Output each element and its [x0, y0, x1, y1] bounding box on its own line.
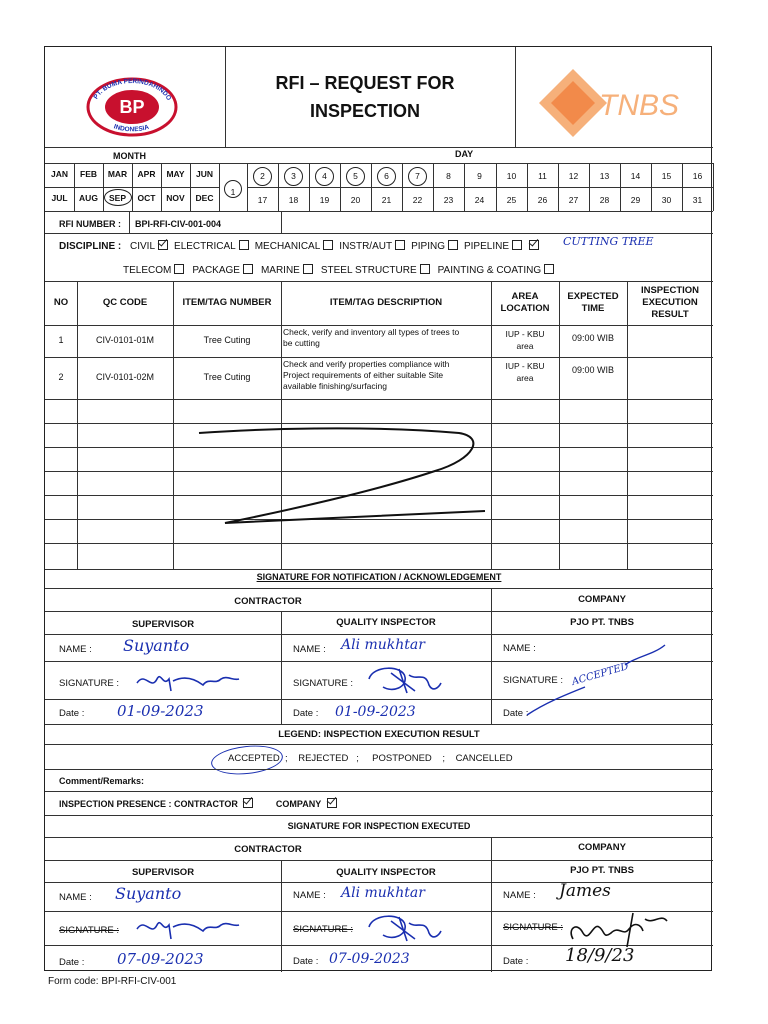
legend-postponed: POSTPONED — [372, 753, 432, 764]
day-circle — [284, 167, 303, 186]
accepted-stamp: ACCEPTED — [570, 661, 630, 688]
exec-pjo-signature — [563, 909, 673, 949]
discipline-label: DISCIPLINE : — [59, 241, 122, 252]
day-cell[interactable]: 18 — [288, 195, 299, 205]
exec-sup-sig-label: SIGNATURE : — [59, 925, 119, 936]
month-cell[interactable]: APR — [137, 169, 156, 179]
notification-qi: QUALITY INSPECTOR — [336, 617, 436, 628]
row-tag: Tree Cuting — [203, 372, 251, 382]
day-cell[interactable]: 27 — [568, 195, 579, 205]
month-cell[interactable]: OCT — [137, 193, 156, 203]
day-cell[interactable]: 19 — [319, 195, 330, 205]
day-cell[interactable]: 26 — [537, 195, 548, 205]
header-inspection-result: INSPECTION EXECUTION RESULT — [640, 285, 700, 320]
exec-pjo-sig-label: SIGNATURE : — [503, 922, 563, 933]
legend-rejected: REJECTED — [298, 753, 349, 764]
day-circle — [253, 167, 272, 186]
executed-company: COMPANY — [578, 842, 626, 853]
day-circle — [408, 167, 427, 186]
exec-pjo-name: James — [559, 881, 611, 901]
day-cell[interactable]: 28 — [599, 195, 610, 205]
day-cell[interactable]: 21 — [381, 195, 392, 205]
table-col — [627, 281, 628, 569]
rfi-number-label: RFI NUMBER : — [59, 219, 121, 229]
discipline-checkbox[interactable] — [395, 240, 405, 250]
notification-title: SIGNATURE FOR NOTIFICATION / ACKNOWLEDGEMENT — [256, 572, 502, 582]
month-divider — [132, 163, 133, 211]
notif-sup-date-label: Date : — [59, 708, 85, 719]
comment-label: Comment/Remarks: — [59, 776, 145, 786]
header-expected-time: EXPECTED TIME — [567, 291, 619, 314]
header-no: NO — [53, 297, 69, 308]
discipline-option — [192, 265, 253, 276]
notif-qi-name: Ali mukhtar — [341, 637, 425, 653]
month-cell[interactable]: MAY — [166, 169, 185, 179]
day-cell[interactable]: 23 — [443, 195, 454, 205]
day-circle — [315, 167, 334, 186]
day-cell[interactable]: 1 — [230, 187, 236, 197]
discipline-checkbox[interactable] — [243, 264, 253, 274]
day-divider — [713, 163, 714, 211]
day-cell[interactable]: 6 — [384, 171, 389, 181]
row-area: area — [516, 341, 534, 351]
exec-pjo-date-label: Date : — [503, 956, 529, 967]
header-qc-code: QC CODE — [102, 297, 148, 308]
discipline-option — [464, 241, 522, 252]
executed-title: SIGNATURE FOR INSPECTION EXECUTED — [287, 821, 471, 831]
exec-qi-date-label: Date : — [293, 956, 319, 967]
legend-title: LEGEND: INSPECTION EXECUTION RESULT — [278, 729, 480, 740]
row-description: be cutting — [283, 338, 320, 348]
discipline-option — [130, 241, 168, 252]
row-no: 1 — [58, 335, 64, 345]
table-line — [45, 357, 713, 358]
month-cell[interactable]: JUL — [51, 193, 68, 203]
day-cell[interactable]: 11 — [538, 171, 547, 181]
table-line — [45, 325, 713, 326]
day-cell[interactable]: 8 — [446, 171, 451, 181]
discipline-row2 — [123, 264, 554, 276]
form-code: Form code: BPI-RFI-CIV-001 — [48, 976, 177, 987]
presence-contractor-checkbox[interactable] — [243, 798, 253, 808]
exec-sup-date-label: Date : — [59, 957, 85, 968]
notification-contractor: CONTRACTOR — [234, 596, 302, 607]
legend-sep-3: ; — [442, 753, 445, 764]
row-time: 09:00 WIB — [571, 333, 615, 343]
table-line — [45, 543, 713, 544]
month-divider — [103, 163, 104, 211]
row-no: 2 — [58, 372, 64, 382]
notif-qi-date-label: Date : — [293, 708, 319, 719]
month-cell[interactable]: DEC — [195, 193, 214, 203]
discipline-option-label: PACKAGE — [192, 265, 240, 276]
month-cell[interactable]: FEB — [80, 169, 97, 179]
presence-company-label: COMPANY — [275, 799, 322, 809]
row-qc-code: CIV-0101-01M — [95, 335, 155, 345]
executed-contractor: CONTRACTOR — [234, 844, 302, 855]
table-line — [45, 399, 713, 400]
day-cell[interactable]: 3 — [291, 171, 296, 181]
selected-month-circle — [104, 189, 132, 206]
row-time: 09:00 WIB — [571, 365, 615, 375]
month-cell[interactable]: JAN — [50, 169, 68, 179]
day-cell[interactable]: 22 — [412, 195, 423, 205]
day-cell[interactable]: 14 — [630, 171, 641, 181]
discipline-option-label: PAINTING & COATING — [437, 265, 542, 276]
buma-logo — [85, 77, 180, 137]
notif-pjo-signature-stroke — [525, 641, 675, 717]
row-area: IUP - KBU — [505, 361, 545, 371]
tnbs-logo — [533, 67, 693, 139]
notification-supervisor: SUPERVISOR — [131, 619, 195, 630]
legend-accepted: ACCEPTED — [228, 753, 280, 764]
month-divider — [74, 163, 75, 211]
table-col — [173, 281, 174, 569]
presence-company-checkbox[interactable] — [327, 798, 337, 808]
notification-company: COMPANY — [578, 594, 626, 605]
day-cell[interactable]: 13 — [599, 171, 610, 181]
day-cell[interactable]: 4 — [322, 171, 327, 181]
discipline-checkbox[interactable] — [239, 240, 249, 250]
cancel-z-stroke — [195, 419, 495, 529]
table-line — [45, 569, 713, 570]
discipline-checkbox[interactable] — [174, 264, 184, 274]
day-circle — [224, 180, 242, 198]
discipline-option-label: CIVIL — [130, 241, 156, 252]
discipline-option-label: STEEL STRUCTURE — [320, 265, 417, 276]
row-description: available finishing/surfacing — [283, 381, 387, 391]
discipline-checkbox[interactable] — [420, 264, 430, 274]
svg-text:PT. BUMA PERINDAHINDO: PT. BUMA PERINDAHINDO — [92, 77, 173, 102]
notif-sup-signature — [133, 661, 243, 697]
day-cell[interactable]: 7 — [415, 171, 420, 181]
day-cell[interactable]: 30 — [661, 195, 672, 205]
discipline-option — [261, 265, 313, 276]
svg-text:BP: BP — [119, 97, 145, 117]
discipline-checkbox[interactable] — [323, 240, 333, 250]
discipline-option-label: MECHANICAL — [254, 241, 321, 252]
discipline-option — [174, 241, 249, 252]
row-area: area — [516, 373, 534, 383]
form-title-line1: RFI – REQUEST FOR — [275, 73, 455, 93]
row-description: Project requirements of either suitable Site — [283, 370, 444, 380]
day-cell[interactable]: 15 — [661, 171, 672, 181]
discipline-option-label: INSTR/AUT — [339, 241, 393, 252]
notif-qi-sig-label: SIGNATURE : — [293, 678, 353, 689]
month-divider — [190, 163, 191, 211]
day-cell[interactable]: 16 — [692, 171, 703, 181]
executed-pjo: PJO PT. TNBS — [570, 865, 634, 876]
executed-supervisor: SUPERVISOR — [131, 867, 195, 878]
svg-text:INDONESIA: INDONESIA — [112, 123, 150, 134]
day-circle — [346, 167, 365, 186]
day-cell[interactable]: 17 — [257, 195, 268, 205]
exec-qi-name-label: NAME : — [293, 890, 326, 901]
row-description: Check and verify properties compliance with — [283, 359, 450, 369]
day-circle — [377, 167, 396, 186]
discipline-option-label: PIPELINE — [463, 241, 510, 252]
presence-row — [59, 798, 337, 809]
discipline-checkbox[interactable] — [158, 240, 168, 250]
other-checkbox[interactable] — [529, 240, 539, 250]
row-tag: Tree Cuting — [203, 335, 251, 345]
month-cell[interactable]: NOV — [166, 193, 185, 203]
row-description: Check, verify and inventory all types of trees to — [283, 327, 460, 337]
day-cell[interactable]: 31 — [692, 195, 703, 205]
notif-qi-name-label: NAME : — [293, 644, 326, 655]
exec-sup-date: 07-09-2023 — [117, 950, 204, 968]
table-col — [77, 281, 78, 569]
discipline-checkbox[interactable] — [544, 264, 554, 274]
day-cell[interactable]: 5 — [353, 171, 358, 181]
discipline-option-label: ELECTRICAL — [174, 241, 236, 252]
notif-sup-date: 01-09-2023 — [117, 702, 204, 720]
day-cell[interactable]: 12 — [568, 171, 579, 181]
exec-qi-sig-label: SIGNATURE : — [293, 924, 353, 935]
other-discipline-text: CUTTING TREE — [563, 235, 654, 248]
header-area-location: AREA LOCATION — [500, 291, 550, 314]
discipline-option-label: PIPING — [411, 241, 445, 252]
discipline-option-label: MARINE — [260, 265, 300, 276]
row-qc-code: CIV-0101-02M — [95, 372, 155, 382]
row-area: IUP - KBU — [505, 329, 545, 339]
notif-qi-signature — [363, 663, 443, 697]
discipline-checkbox[interactable] — [303, 264, 313, 274]
notif-sup-name-label: NAME : — [59, 644, 92, 655]
day-cell[interactable]: 10 — [506, 171, 517, 181]
svg-text:TNBS: TNBS — [599, 89, 680, 122]
notif-pjo-name-label: NAME : — [503, 643, 536, 654]
notif-qi-date: 01-09-2023 — [335, 704, 416, 720]
exec-pjo-name-label: NAME : — [503, 890, 536, 901]
day-cell[interactable]: 9 — [477, 171, 482, 181]
legend-cancelled: CANCELLED — [455, 753, 513, 764]
notif-pjo-date-label: Date : — [503, 708, 529, 719]
exec-qi-name: Ali mukhtar — [341, 885, 425, 901]
rfi-form-sheet — [44, 46, 712, 971]
month-divider — [161, 163, 162, 211]
discipline-option — [321, 265, 430, 276]
discipline-row1 — [59, 240, 539, 252]
discipline-checkbox[interactable] — [512, 240, 522, 250]
table-col — [559, 281, 560, 569]
discipline-option — [411, 241, 458, 252]
discipline-option — [339, 241, 405, 252]
legend-sep-1: ; — [285, 753, 288, 764]
header-item-tag-description: ITEM/TAG DESCRIPTION — [329, 297, 443, 308]
month-cell[interactable]: SEP — [108, 193, 126, 203]
day-cell[interactable]: 24 — [474, 195, 485, 205]
rfi-number-value: BPI-RFI-CIV-001-004 — [135, 219, 222, 229]
exec-sup-name-label: NAME : — [59, 892, 92, 903]
discipline-checkbox[interactable] — [448, 240, 458, 250]
exec-qi-signature — [363, 911, 443, 945]
notif-pjo-sig-label: SIGNATURE : — [503, 675, 563, 686]
legend-sep-2: ; — [356, 753, 359, 764]
form-title-line2: INSPECTION — [309, 101, 420, 121]
notification-pjo: PJO PT. TNBS — [570, 617, 634, 628]
discipline-option — [255, 241, 334, 252]
notif-sup-sig-label: SIGNATURE : — [59, 678, 119, 689]
day-cell[interactable]: 29 — [630, 195, 641, 205]
executed-qi: QUALITY INSPECTOR — [336, 867, 436, 878]
day-cell[interactable]: 20 — [350, 195, 361, 205]
month-cell[interactable]: JUN — [195, 169, 213, 179]
month-cell[interactable]: AUG — [79, 193, 98, 203]
discipline-option — [123, 265, 184, 276]
day-cell[interactable]: 2 — [260, 171, 265, 181]
month-label: MONTH — [113, 151, 146, 161]
discipline-option — [438, 265, 555, 276]
day-cell[interactable]: 25 — [506, 195, 517, 205]
legend-row — [228, 753, 513, 764]
header-item-tag-number: ITEM/TAG NUMBER — [182, 297, 272, 308]
notif-sup-name: Suyanto — [123, 636, 190, 655]
exec-pjo-date: 18/9/23 — [565, 945, 635, 966]
presence-label: INSPECTION PRESENCE : CONTRACTOR — [59, 799, 238, 809]
discipline-option-label: TELECOM — [123, 265, 172, 276]
day-label: DAY — [455, 149, 474, 159]
exec-sup-name: Suyanto — [115, 884, 182, 903]
month-cell[interactable]: MAR — [107, 169, 128, 179]
exec-qi-date: 07-09-2023 — [329, 951, 410, 967]
exec-sup-signature — [133, 909, 243, 943]
